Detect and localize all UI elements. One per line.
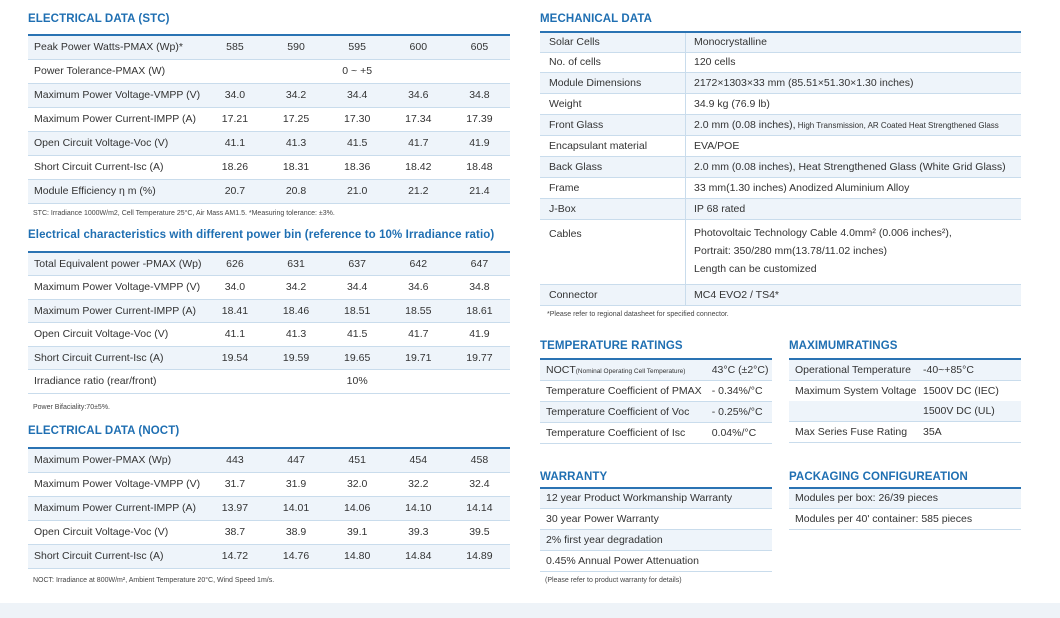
temperature-title: TEMPERATURE RATINGS [540,340,683,352]
max-value: 1500V DC (IEC) [923,384,999,397]
noct-table [28,447,510,569]
max-value: 35A [923,421,1021,442]
noct-cell: 14.72 [204,544,265,568]
stc-cell: 18.48 [449,155,510,179]
stc-cell: 41.5 [327,131,388,155]
max-value: 1500V DC (UL) [923,401,1021,421]
warranty-item: 0.45% Annual Power Attenuation [540,550,772,571]
noct-cell: 14.84 [388,544,449,568]
stc-row [28,59,510,83]
temp-value: - 0.25%/°C [712,401,772,422]
footer-bar [0,603,1060,618]
cables-line: Portrait: 350/280 mm(13.78/11.02 inches) [694,244,887,257]
noct-cell: 14.14 [449,496,510,520]
bifacial-cell: 647 [449,252,510,276]
stc-cell: 41.7 [388,131,449,155]
bifacial-row [28,299,510,323]
bifacial-cell: 34.2 [265,276,326,300]
stc-cell: 0 ~ +5 [204,59,510,83]
packaging-row [789,508,1021,529]
stc-cell: 18.42 [388,155,449,179]
noct-cell: 39.3 [388,520,449,544]
noct-cell: 39.1 [327,520,388,544]
stc-cell: 585 [204,35,265,59]
noct-cell: 14.76 [265,544,326,568]
bifacial-cell: 41.7 [388,323,449,347]
warranty-row [540,508,772,529]
stc-cell: 17.34 [388,107,449,131]
bifacial-title: Electrical characteristics with different power bin (reference to 10% Irradiance ratio) [28,229,495,241]
stc-row-label: Short Circuit Current-Isc (A) [28,155,204,179]
noct-cell: 32.2 [388,472,449,496]
mech-label: J-Box [540,198,686,219]
stc-row [28,83,510,107]
bifacial-table [28,251,510,394]
stc-cell: 34.8 [449,83,510,107]
packaging-item: Modules per 40' container: 585 pieces [789,508,1021,529]
cables-line: Photovoltaic Technology Cable 4.0mm² (0.006 inches²), [694,226,952,239]
noct-row-label: Short Circuit Current-Isc (A) [28,544,204,568]
bifacial-cell: 631 [265,252,326,276]
mechanical-title: MECHANICAL DATA [540,13,653,25]
stc-row-label: Peak Power Watts-PMAX (Wp)* [28,35,204,59]
bifacial-row [28,252,510,276]
bifacial-cell: 34.8 [449,276,510,300]
noct-label-detail: (Nominal Operating Cell Temperature) [575,367,686,375]
stc-cell: 590 [265,35,326,59]
bifacial-cell: 41.9 [449,323,510,347]
packaging-row [789,488,1021,508]
noct-cell: 38.7 [204,520,265,544]
stc-cell: 18.31 [265,155,326,179]
noct-cell: 31.7 [204,472,265,496]
stc-cell: 17.21 [204,107,265,131]
bifacial-cell: 642 [388,252,449,276]
front-glass-detail: High Transmission, AR Coated Heat Strengthened Glass [795,120,999,130]
noct-cell: 39.5 [449,520,510,544]
warranty-row [540,488,772,508]
stc-cell: 17.30 [327,107,388,131]
warranty-table [540,487,772,572]
mech-row [540,135,1021,156]
max-label [789,401,923,421]
mech-value: EVA/POE [686,135,1022,156]
bifacial-cell: 18.51 [327,299,388,323]
bifacial-row [28,323,510,347]
cables-line: Length can be customized [694,262,817,275]
mech-label: Weight [540,93,686,114]
temperature-table [540,358,772,444]
bifacial-cell: 19.65 [327,346,388,370]
bifacial-cell: 41.3 [265,323,326,347]
stc-row-label: Module Efficiency η m (%) [28,179,204,203]
warranty-title: WARRANTY [540,471,608,483]
bifacial-row [28,346,510,370]
mech-value [686,219,1022,284]
mech-label: Back Glass [540,156,686,177]
bifacial-row-label: Maximum Power Current-IMPP (A) [28,299,204,323]
bifacial-cell: 19.54 [204,346,265,370]
stc-cell: 34.4 [327,83,388,107]
stc-table [28,34,510,204]
stc-cell: 41.1 [204,131,265,155]
stc-row-label: Open Circuit Voltage-Voc (V) [28,131,204,155]
warranty-note: (Please refer to product warranty for details) [545,577,682,584]
temp-label: Temperature Coefficient of Isc [540,422,712,443]
mech-value: 33 mm(1.30 inches) Anodized Aluminium Alloy [686,177,1022,198]
stc-row-label: Maximum Power Voltage-VMPP (V) [28,83,204,107]
packaging-table [789,487,1021,530]
stc-cell: 21.2 [388,179,449,203]
mech-value: Monocrystalline [686,32,1022,52]
stc-cell: 17.25 [265,107,326,131]
mech-label: Frame [540,177,686,198]
noct-cell: 443 [204,448,265,472]
stc-cell: 18.26 [204,155,265,179]
stc-row [28,35,510,59]
max-row [789,421,1021,442]
noct-cell: 38.9 [265,520,326,544]
mech-value: 2.0 mm (0.08 inches), Heat Strengthened Glass (White Grid Glass) [686,156,1022,177]
stc-cell: 17.39 [449,107,510,131]
temp-value: - 0.34%/°C [712,380,772,401]
stc-cell: 21.4 [449,179,510,203]
mech-row [540,198,1021,219]
noct-cell: 13.97 [204,496,265,520]
stc-cell: 34.6 [388,83,449,107]
stc-row-label: Power Tolerance-PMAX (W) [28,59,204,83]
stc-cell: 20.8 [265,179,326,203]
bifacial-cell: 34.6 [388,276,449,300]
max-ratings-table [789,358,1021,443]
stc-row [28,155,510,179]
bifacial-cell: 41.5 [327,323,388,347]
mech-row [540,72,1021,93]
mech-value: 120 cells [686,52,1022,72]
noct-cell: 14.01 [265,496,326,520]
temp-row [540,359,772,380]
max-ratings-title: MAXIMUMRATINGS [789,340,898,352]
mech-row [540,284,1021,305]
stc-row [28,107,510,131]
stc-row [28,179,510,203]
temp-row [540,401,772,422]
stc-cell: 595 [327,35,388,59]
warranty-row [540,529,772,550]
stc-note: STC: Irradiance 1000W/m2, Cell Temperature 25°C, Air Mass AM1.5. *Measuring tolerance: ±3%. [33,210,335,217]
max-row [789,359,1021,380]
mech-label: No. of cells [540,52,686,72]
stc-cell: 34.0 [204,83,265,107]
bifacial-row [28,276,510,300]
bifacial-cell: 18.46 [265,299,326,323]
packaging-title: PACKAGING CONFIGUREATION [789,471,968,483]
mech-label: Solar Cells [540,32,686,52]
noct-cell: 451 [327,448,388,472]
max-label: Operational Temperature [789,359,923,380]
max-value: -40~+85°C [923,359,1021,380]
mech-value [686,114,1022,135]
mech-value: 34.9 kg (76.9 lb) [686,93,1022,114]
noct-row-label: Maximum Power Voltage-VMPP (V) [28,472,204,496]
noct-cell: 32.0 [327,472,388,496]
bifacial-cell: 18.61 [449,299,510,323]
mech-row [540,177,1021,198]
stc-row-label: Maximum Power Current-IMPP (A) [28,107,204,131]
stc-cell: 600 [388,35,449,59]
noct-cell: 31.9 [265,472,326,496]
noct-cell: 454 [388,448,449,472]
bifacial-cell: 626 [204,252,265,276]
bifacial-cell: 18.41 [204,299,265,323]
bifacial-cell: 10% [204,370,510,394]
temp-label: Temperature Coefficient of PMAX [540,380,712,401]
bifacial-row-label: Short Circuit Current-Isc (A) [28,346,204,370]
temp-row [540,422,772,443]
bifacial-row-label: Total Equivalent power -PMAX (Wp) [28,252,204,276]
stc-cell: 18.36 [327,155,388,179]
bifacial-row-label: Irradiance ratio (rear/front) [28,370,204,394]
max-row [789,380,1021,401]
bifacial-cell: 34.0 [204,276,265,300]
warranty-row [540,550,772,571]
bifacial-cell: 18.55 [388,299,449,323]
bifacial-cell: 19.59 [265,346,326,370]
temp-label [540,359,712,380]
bifacial-cell: 41.1 [204,323,265,347]
bifacial-row-label: Maximum Power Voltage-VMPP (V) [28,276,204,300]
noct-row [28,496,510,520]
noct-row [28,472,510,496]
noct-cell: 458 [449,448,510,472]
noct-row-label: Open Circuit Voltage-Voc (V) [28,520,204,544]
max-label: Maximum System Voltage [795,384,917,397]
temp-row [540,380,772,401]
noct-label: NOCT [546,363,576,376]
warranty-item: 12 year Product Workmanship Warranty [540,488,772,508]
max-row [789,401,1021,421]
noct-title: ELECTRICAL DATA (NOCT) [28,425,180,437]
bifacial-cell: 34.4 [327,276,388,300]
warranty-item: 30 year Power Warranty [540,508,772,529]
stc-cell: 605 [449,35,510,59]
stc-cell: 34.2 [265,83,326,107]
stc-title: ELECTRICAL DATA (STC) [28,13,170,25]
mech-label: Front Glass [540,114,686,135]
mech-label: Module Dimensions [540,72,686,93]
mech-row [540,114,1021,135]
packaging-item: Modules per box: 26/39 pieces [789,488,1021,508]
bifacial-cell: 19.71 [388,346,449,370]
warranty-item: 2% first year degradation [540,529,772,550]
mech-row [540,156,1021,177]
temp-value: 43°C (±2°C) [712,359,772,380]
noct-cell: 14.80 [327,544,388,568]
bifacial-cell: 19.77 [449,346,510,370]
mech-value: IP 68 rated [686,198,1022,219]
bifacial-note: Power Bifaciality:70±5%. [33,404,110,411]
mechanical-note: *Please refer to regional datasheet for specified connector. [547,311,729,318]
noct-cell: 14.06 [327,496,388,520]
stc-cell: 21.0 [327,179,388,203]
mech-label: Connector [540,284,686,305]
noct-cell: 14.89 [449,544,510,568]
bifacial-row-label: Open Circuit Voltage-Voc (V) [28,323,204,347]
mech-value: 2172×1303×33 mm (85.51×51.30×1.30 inches) [686,72,1022,93]
mech-label: Encapsulant material [540,135,686,156]
noct-cell: 32.4 [449,472,510,496]
mech-value: MC4 EVO2 / TS4* [686,284,1022,305]
noct-note: NOCT: Irradiance at 800W/m², Ambient Temperature 20°C, Wind Speed 1m/s. [33,577,275,584]
mechanical-table [540,31,1021,306]
stc-cell: 41.9 [449,131,510,155]
noct-row-label: Maximum Power Current-IMPP (A) [28,496,204,520]
noct-row [28,544,510,568]
bifacial-cell: 637 [327,252,388,276]
max-label: Max Series Fuse Rating [789,421,923,442]
bifacial-row [28,370,510,394]
mech-label: Cables [540,219,686,284]
stc-cell: 20.7 [204,179,265,203]
mech-row [540,93,1021,114]
front-glass-value: 2.0 mm (0.08 inches), [694,118,796,131]
mech-row [540,219,1021,284]
stc-row [28,131,510,155]
mech-row [540,52,1021,72]
noct-row [28,520,510,544]
noct-row [28,448,510,472]
temp-value: 0.04%/°C [712,422,772,443]
temp-label: Temperature Coefficient of Voc [540,401,712,422]
stc-cell: 41.3 [265,131,326,155]
noct-cell: 14.10 [388,496,449,520]
noct-cell: 447 [265,448,326,472]
mech-row [540,32,1021,52]
noct-row-label: Maximum Power-PMAX (Wp) [28,448,204,472]
